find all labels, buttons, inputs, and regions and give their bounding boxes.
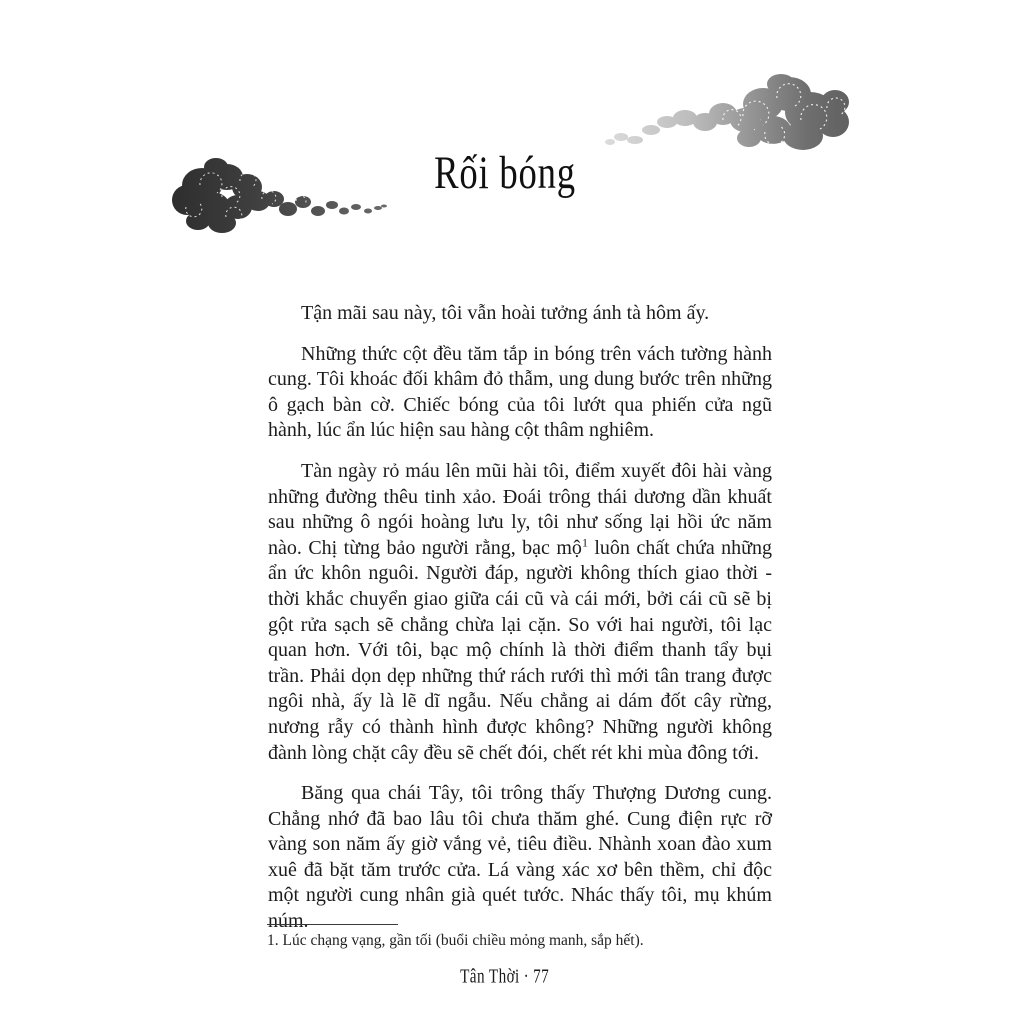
footnote-divider	[267, 924, 398, 925]
footnote-section	[267, 924, 771, 951]
paragraph: Những thức cột đều tăm tắp in bóng trên vách tường hành cung. Tôi khoác đối khâm đỏ thẫm, ung dung bước trên những ô gạch bàn cờ. Chiếc bóng của tôi lướt qua phiến cửa ngũ hành, lúc ẩn lúc hiện sau hàng cột thâm nghiêm.	[268, 342, 772, 442]
body-text	[268, 301, 772, 950]
paragraph: Tận mãi sau này, tôi vẫn hoài tưởng ánh tà hôm ấy.	[301, 302, 710, 324]
paragraph: Tàn ngày rỏ máu lên mũi hài tôi, điểm xuyết đôi hài vàng những đường thêu tinh xảo. Đoái trông thái dương dần khuất sau những ô ngói hoàng lưu ly, tôi như sống lại hồi ức năm nào. Chị từng bảo người rằng, bạc mộ$^1$ luôn chất chứa những ẩn ức khôn nguôi. Người đáp, người không thích giao thời - thời khắc chuyển giao giữa cái cũ và cái mới, bởi cái cũ sẽ bị gột rửa sạch sẽ chẳng chừa lại cặn. So với hai người, tôi lạc quan hơn. Với tôi, bạc mộ chính là thời điểm thanh tẩy bụi trần. Phải dọn dẹp những thứ rách rưới thì mới tân trang được ngôi nhà, ấy là lẽ dĩ ngẫu. Nếu chẳng ai dám đốt cây rừng, nương rẫy có thành hình được không? Những người không đành lòng chặt cây đều sẽ chết đói, chết rét khi mùa đông tới.	[268, 459, 772, 764]
footnote-reference: 1	[581, 535, 588, 550]
paragraph: Băng qua chái Tây, tôi trông thấy Thượng Dương cung. Chẳng nhớ đã bao lâu tôi chưa thăm ghé. Cung điện rực rỡ vàng son năm ấy giờ vắng vẻ, tiêu điều. Nhành xoan đào xum xuê đã bặt tăm trước cửa. Lá vàng xác xơ bên thềm, chỉ độc một người cung nhân già quét tước. Nhác thấy tôi, mụ khúm núm.	[268, 782, 772, 933]
cloud-ornament-right-icon	[605, 68, 850, 158]
running-title: Tân Thời	[460, 965, 521, 988]
footnote-text: 1. Lúc chạng vạng, gần tối (buổi chiều mỏng manh, sắp hết).	[267, 932, 644, 949]
footer-inner	[461, 965, 550, 989]
chapter-title: Rối bóng	[434, 147, 576, 199]
page-number: 77	[533, 965, 550, 988]
footer-separator: ·	[524, 965, 530, 988]
page-footer	[0, 966, 1010, 988]
